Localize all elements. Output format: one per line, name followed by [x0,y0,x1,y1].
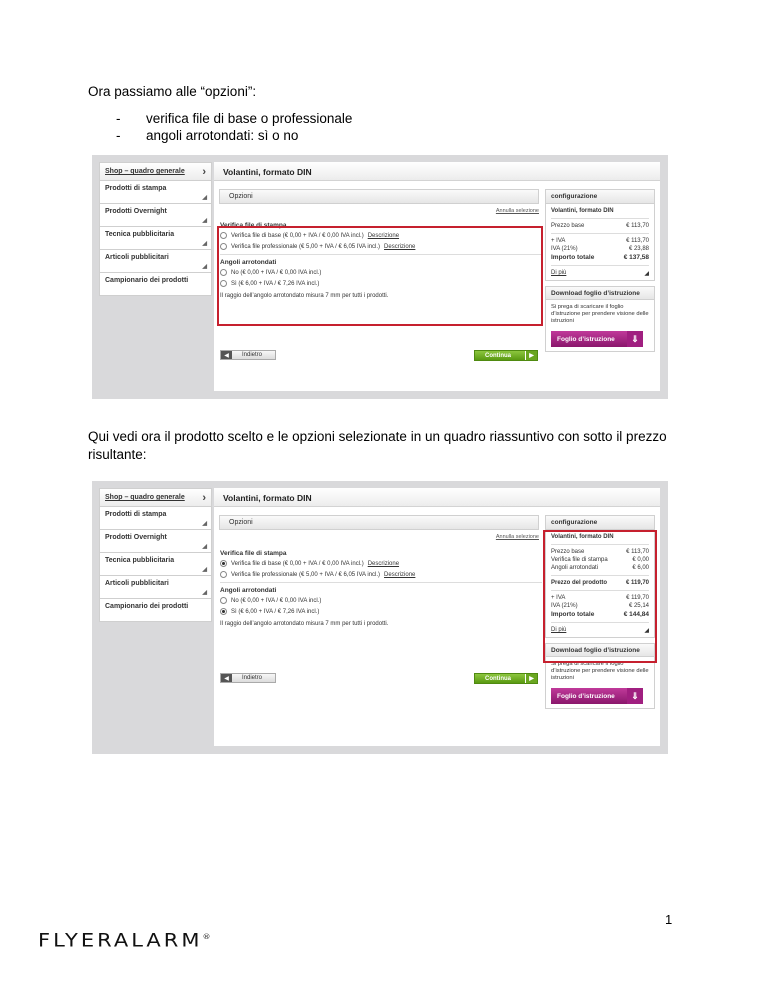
nav-item[interactable]: Tecnica pubblicitaria ◢ [99,553,212,576]
radio-icon[interactable] [220,597,227,604]
chevron-right-icon: › [202,165,206,178]
chevron-right-icon: › [202,491,206,504]
flyeralarm-logo: FLYERALARM® [38,929,211,951]
config-product: Volantini, formato DIN [551,534,614,540]
nav-item[interactable]: Articoli pubblicitari ◢ [99,250,212,273]
download-icon: ⇓ [627,331,643,347]
verifica-title: Verifica file di stampa [220,550,287,557]
bullet-item: - angoli arrotondati: sì o no [116,127,352,144]
radio-verifica-base[interactable]: Verifica file di base (€ 0,00 + IVA / € 0,00 IVA incl.) Descrizione [220,232,542,239]
bullet-item: - verifica file di base o professionale [116,110,352,127]
main-panel [214,488,660,746]
config-row: Verifica file di stampa € 0,00 [551,557,649,563]
config-row: IVA (21%) € 25,14 [551,603,649,609]
download-title: Download foglio d’istruzione [545,643,655,657]
options-header: Opzioni [219,189,539,204]
config-row: Prezzo base € 113,70 [551,549,649,555]
shop-nav-header[interactable]: Shop – quadro generale › [99,488,212,507]
dipiu-link[interactable]: Di più ◢ [551,627,649,634]
config-total: Importo totale € 137,58 [551,254,649,261]
arrow-left-icon: ◀ [221,674,232,682]
radio-verifica-base[interactable]: Verifica file di base (€ 0,00 + IVA / € 0,00 IVA incl.) Descrizione [220,560,542,567]
highlight-box [543,530,657,663]
nav-item[interactable]: Campionario dei prodotti [99,599,212,622]
main-panel [214,162,660,391]
arrow-left-icon: ◀ [221,351,232,359]
nav-item[interactable]: Campionario dei prodotti [99,273,212,296]
corner-icon: ◢ [202,241,207,247]
config-body [545,204,655,281]
config-total: Importo totale € 144,84 [551,611,649,618]
angoli-note: Il raggio dell’angolo arrotondato misura 7 mm per tutti i prodotti. [220,621,389,627]
annulla-link[interactable]: Annulla selezione [495,208,539,214]
download-text: Si prega di scaricare il foglio d’istruzione per prendere visione delle istruzioni [551,661,649,681]
radio-angoli-si[interactable]: Sì (€ 6,00 + IVA / € 7,26 IVA incl.) [220,280,542,287]
download-icon: ⇓ [627,688,643,704]
config-row: + IVA € 119,70 [551,595,649,601]
config-row: IVA (21%) € 23,88 [551,246,649,252]
radio-verifica-pro[interactable]: Verifica file professionale (€ 5,00 + IVA / € 6,05 IVA incl.) Descrizione [220,243,542,250]
options-header: Opzioni [219,515,539,530]
radio-angoli-no[interactable]: No (€ 0,00 + IVA / € 0,00 IVA incl.) [220,269,542,276]
verifica-title: Verifica file di stampa [220,222,287,229]
continue-button[interactable]: Continua ▶ [474,673,538,684]
corner-icon: ◢ [202,590,207,596]
corner-icon: ◢ [202,567,207,573]
nav-item[interactable]: Prodotti Overnight ◢ [99,204,212,227]
screenshot-options [92,155,668,399]
product-title: Volantini, formato DIN [214,488,660,507]
highlight-box [217,226,543,326]
angoli-title: Angoli arrotondati [220,259,277,266]
product-title: Volantini, formato DIN [214,162,660,181]
config-prodotto: Prezzo del prodotto € 119,70 [551,580,649,586]
radio-angoli-si[interactable]: Sì (€ 6,00 + IVA / € 7,26 IVA incl.) [220,608,542,615]
nav-item[interactable]: Prodotti di stampa ◢ [99,507,212,530]
radio-verifica-pro[interactable]: Verifica file professionale (€ 5,00 + IVA / € 6,05 IVA incl.) Descrizione [220,571,542,578]
download-panel [545,657,655,709]
config-title: configurazione [545,515,655,530]
back-button[interactable]: ◀ Indietro [220,673,276,683]
corner-icon: ◢ [202,544,207,550]
nav-item[interactable]: Prodotti Overnight ◢ [99,530,212,553]
radio-angoli-no[interactable]: No (€ 0,00 + IVA / € 0,00 IVA incl.) [220,597,542,604]
corner-icon: ◢ [644,271,649,277]
options-panel [220,550,542,627]
radio-selected-icon[interactable] [220,608,227,615]
angoli-note: Il raggio dell’angolo arrotondato misura 7 mm per tutti i prodotti. [220,293,389,299]
corner-icon: ◢ [644,628,649,634]
shop-nav [99,162,212,296]
arrow-right-icon: ▶ [525,351,537,360]
config-panel [545,189,655,352]
shop-nav-header[interactable]: Shop – quadro generale › [99,162,212,181]
shop-nav [99,488,212,622]
config-product: Volantini, formato DIN [551,208,614,214]
continue-button[interactable]: Continua ▶ [474,350,538,361]
back-button[interactable]: ◀ Indietro [220,350,276,360]
radio-icon[interactable] [220,571,227,578]
radio-selected-icon[interactable] [220,560,227,567]
corner-icon: ◢ [202,521,207,527]
screenshot-summary [92,481,668,754]
page-number: 1 [665,912,673,927]
nav-item[interactable]: Tecnica pubblicitaria ◢ [99,227,212,250]
arrow-right-icon: ▶ [525,674,537,683]
annulla-link[interactable]: Annulla selezione [495,534,539,540]
dipiu-link[interactable]: Di più ◢ [551,270,649,277]
download-panel [545,300,655,352]
config-row: Prezzo base € 113,70 [551,223,649,229]
description-text: Qui vedi ora il prodotto scelto e le opzioni selezionate in un quadro riassuntivo con sotto il prezzo risultante: [88,429,667,462]
bullet-list [116,110,352,144]
foglio-button[interactable]: Foglio d’istruzione ⇓ [551,331,643,347]
config-title: configurazione [545,189,655,204]
angoli-title: Angoli arrotondati [220,587,277,594]
corner-icon: ◢ [202,195,207,201]
config-row: Angoli arrotondati € 6,00 [551,565,649,571]
config-row: + IVA € 113,70 [551,238,649,244]
corner-icon: ◢ [202,218,207,224]
nav-item[interactable]: Prodotti di stampa ◢ [99,181,212,204]
corner-icon: ◢ [202,264,207,270]
nav-item[interactable]: Articoli pubblicitari ◢ [99,576,212,599]
download-text: Si prega di scaricare il foglio d’istruzione per prendere visione delle istruzioni [551,304,649,324]
download-title: Download foglio d’istruzione [545,286,655,300]
foglio-button[interactable]: Foglio d’istruzione ⇓ [551,688,643,704]
intro-text: Ora passiamo alle “opzioni”: [88,84,257,99]
